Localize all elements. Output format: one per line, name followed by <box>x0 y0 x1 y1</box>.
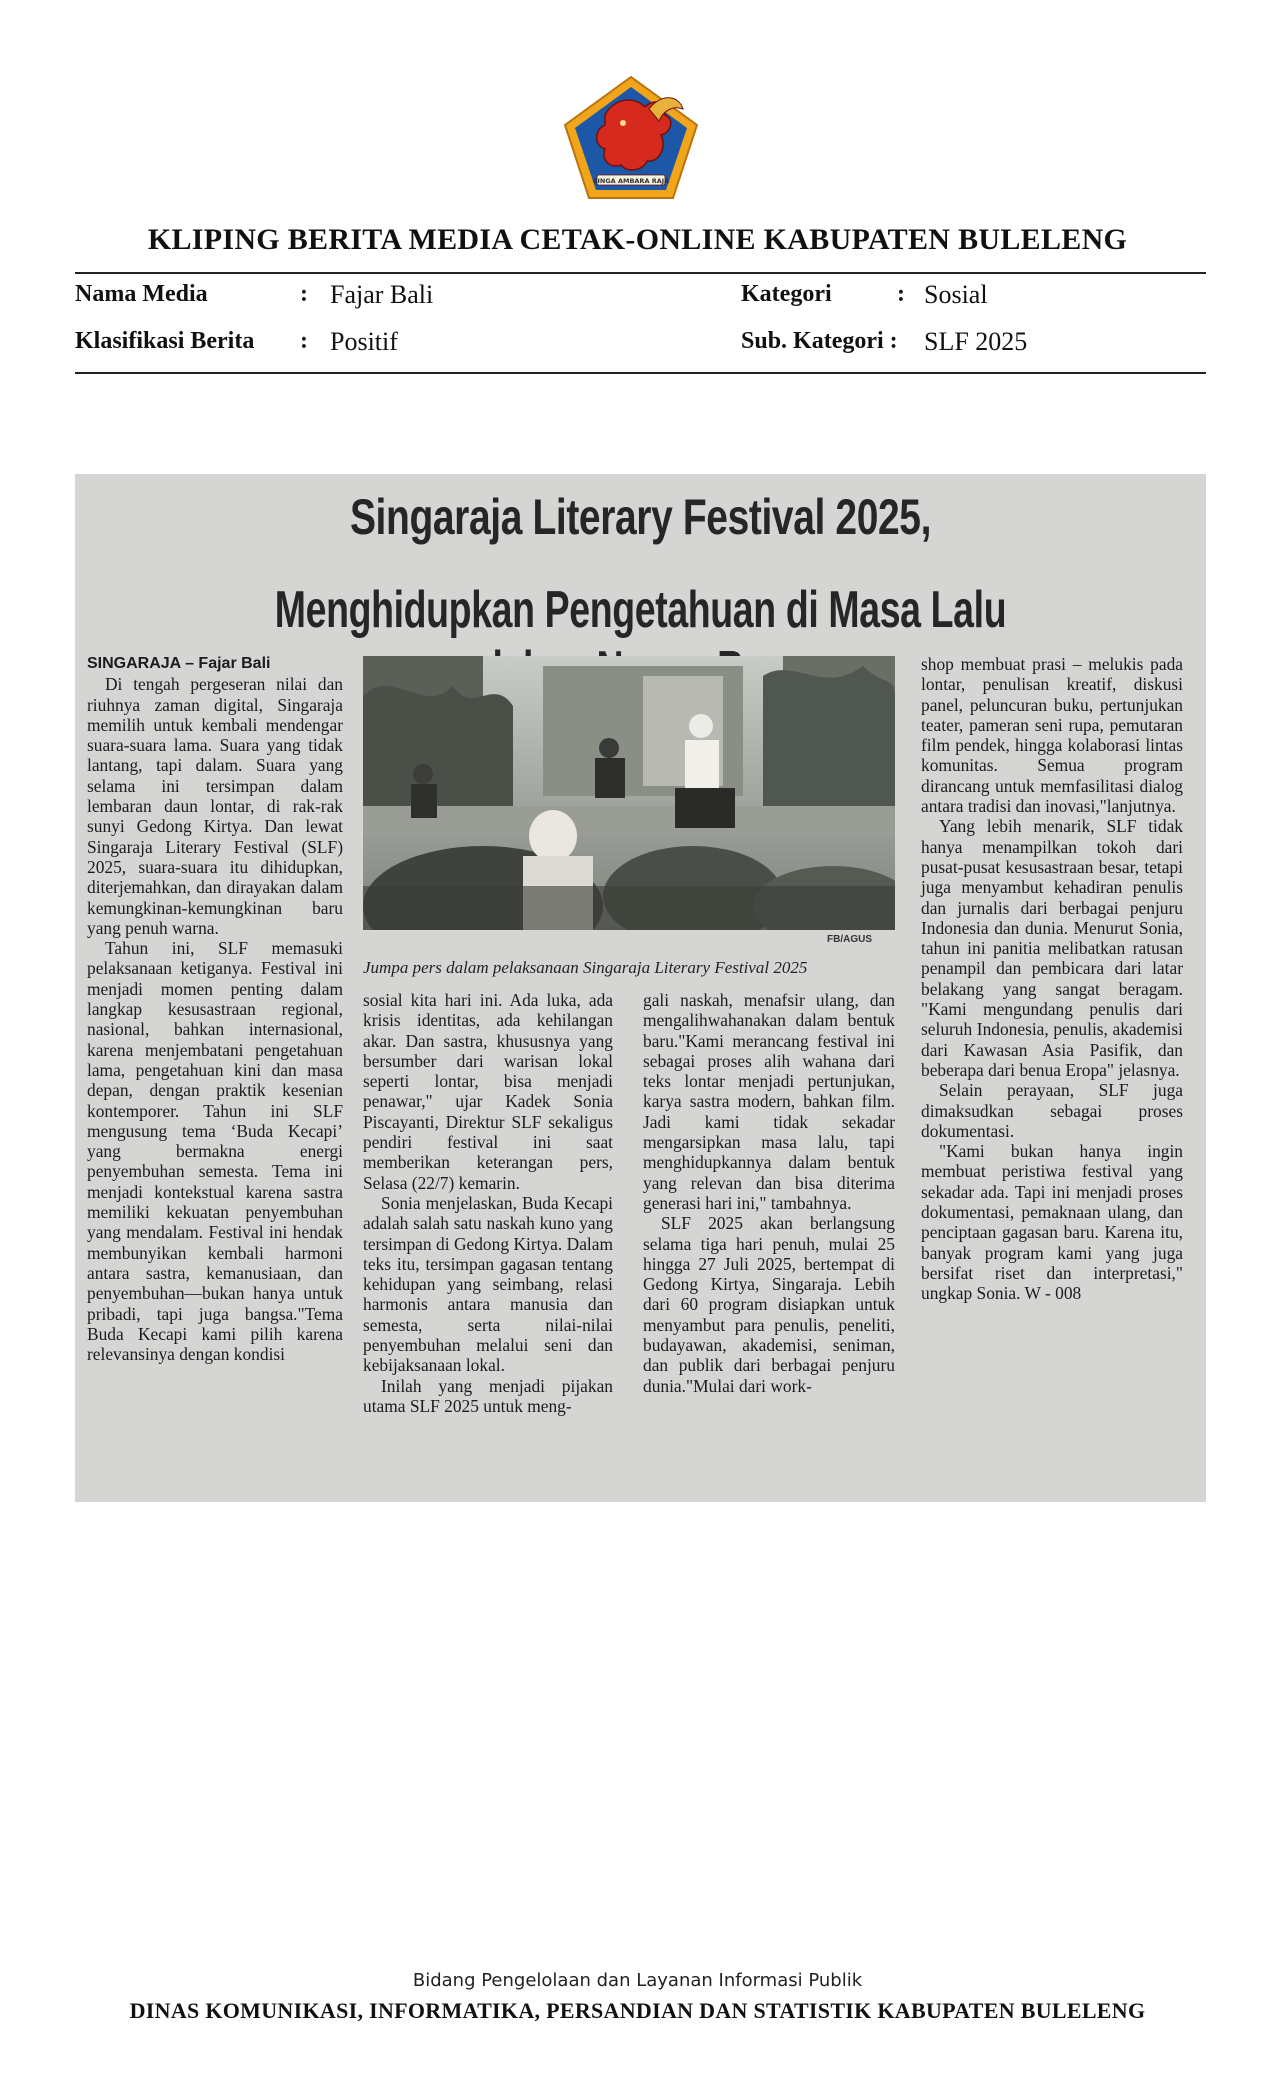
article-headline-line2: Menghidupkan Pengetahuan di Masa Lalu <box>274 581 1007 639</box>
klasifikasi-value: Positif <box>330 327 398 356</box>
header-divider-top <box>75 272 1206 274</box>
subkategori-value: SLF 2025 <box>924 327 1028 356</box>
klasifikasi-label: Klasifikasi Berita <box>75 328 255 354</box>
newspaper-clipping <box>75 474 1206 1502</box>
article-photo <box>363 656 895 930</box>
regency-logo <box>563 75 699 200</box>
article-paragraph: Yang lebih menarik, SLF tidak hanya menampilkan tokoh dari pusat-pusat kesusastraan besar, tetapi juga menyambut kehadiran penulis dan jurnalis dari berbagai penjuru Indonesia dan dunia. Menurut Sonia, tahun ini panitia melibatkan ratusan penampil dan pembicara dari latar belakang yang sangat beragam. "Kami mengundang penulis dari seluruh Indonesia, penulis, akademisi dari Kawasan Asia Pasifik, dan beberapa dari benua Eropa" jelasnya. <box>921 816 1183 1080</box>
kategori-label: Kategori <box>741 281 832 307</box>
article-paragraph: gali naskah, menafsir ulang, dan mengalihwahanakan dalam bentuk baru."Kami merancang festival ini sebagai proses alih wahana dari teks lontar menjadi pertunjukan, karya sastra modern, bahkan film. Jadi kami tidak sekadar mengarsipkan masa lalu, tapi menghidupkannya dalam bentuk yang relevan dan bisa diterima generasi hari ini," tambahnya. <box>643 990 895 1213</box>
header-divider-bottom <box>75 372 1206 374</box>
article-paragraph: shop membuat prasi – melukis pada lontar, penulisan kreatif, diskusi panel, peluncuran buku, pertunjukan teater, pameran seni rupa, pemutaran film pendek, hingga kolaborasi lintas komunitas. Semua program dirancang untuk memfasilitasi dialog antara tradisi dan inovasi,"lanjutnya. <box>921 654 1183 817</box>
kategori-value: Sosial <box>924 280 988 309</box>
kategori-colon: : <box>897 281 905 307</box>
article-column-1 <box>87 654 343 1364</box>
article-paragraph: "Kami bukan hanya ingin membuat peristiwa festival yang sekadar ada. Tapi ini menjadi proses dokumentasi, pemaknaan ulang, dan penciptaan gagasan baru. Karena itu, banyak program kami yang juga bersifat riset dan interpretasi," ungkap Sonia. W - 008 <box>921 1141 1183 1304</box>
media-label: Nama Media <box>75 281 208 307</box>
article-paragraph: Di tengah pergeseran nilai dan riuhnya zaman digital, Singaraja memilih untuk kembali mendengar suara-suara lama. Suara yang tidak lantang, tapi dalam. Suara yang selama ini tersimpan dalam lembaran daun lontar, di rak-rak sunyi Gedong Kirtya. Dan lewat Singaraja Literary Festival (SLF) 2025, suara-suara itu dihidupkan, diterjemahkan, dan dirayakan dalam kemungkinan-kemungkinan baru yang penuh warna. <box>87 674 343 938</box>
media-colon: : <box>300 281 308 307</box>
article-paragraph: sosial kita hari ini. Ada luka, ada krisis identitas, ada kehilangan akar. Dan sastra, khususnya yang bersumber dari warisan lokal seperti lontar, bisa menjadi penawar," ujar Kadek Sonia Piscayanti, Direktur SLF sekaligus pendiri festival ini saat memberikan keterangan pers, Selasa (22/7) kemarin. <box>363 990 613 1193</box>
logo-banner-text: SINGA AMBARA RAJA <box>592 177 670 185</box>
photo-caption: Jumpa pers dalam pelaksanaan Singaraja Literary Festival 2025 <box>363 958 808 977</box>
article-dateline: SINGARAJA – Fajar Bali <box>87 655 271 672</box>
klasifikasi-colon: : <box>300 328 308 354</box>
article-paragraph: SLF 2025 akan berlangsung selama tiga hari penuh, mulai 25 hingga 27 Juli 2025, bertempat di Gedong Kirtya, Singaraja. Lebih dari 60 program disiapkan untuk menyambut para penulis, peneliti, budayawan, akademisi, seniman, dan publik dari berbagai penjuru dunia."Mulai dari work- <box>643 1213 895 1396</box>
article-column-4 <box>921 654 1183 1304</box>
article-column-3 <box>643 990 895 1396</box>
footer-agency: DINAS KOMUNIKASI, INFORMATIKA, PERSANDIAN DAN STATISTIK KABUPATEN BULELENG <box>129 1998 1146 2023</box>
article-paragraph: Tahun ini, SLF memasuki pelaksanaan ketiganya. Festival ini menjadi momen penting dalam langkap kesusastraan regional, nasional, bahkan internasional, karena menjembatani pengetahuan lama, pengetahuan kini dan masa depan, dengan praktik kesenian kontemporer. Tahun ini SLF mengusung tema ‘Buda Kecapi’ yang bermakna energi penyembuhan semesta. Tema ini menjadi kontekstual karena sastra memiliki kekuatan penyembuhan yang mendalam. Festival ini hendak membunyikan kembali harmoni antara sastra, kemanusiaan, dan penyembuhan—bukan hanya untuk pribadi, tapi juga bangsa."Tema Buda Kecapi kami pilih karena relevansinya dengan kondisi <box>87 938 343 1365</box>
article-paragraph: Inilah yang menjadi pijakan utama SLF 2025 untuk meng- <box>363 1375 613 1416</box>
article-column-2 <box>363 990 613 1416</box>
subkategori-label: Sub. Kategori : <box>741 328 898 354</box>
media-value: Fajar Bali <box>330 280 434 309</box>
page-title: KLIPING BERITA MEDIA CETAK-ONLINE KABUPATEN BULELENG <box>147 223 1128 256</box>
photo-credit: FB/AGUS <box>827 934 872 945</box>
article-paragraph: Sonia menjelaskan, Buda Kecapi adalah salah satu naskah kuno yang tersimpan di Gedong Kirtya. Dalam teks itu, tersimpan gagasan tentang kehidupan yang seimbang, relasi harmonis antara manusia dan semesta, serta nilai-nilai penyembuhan melalui seni dan kebijaksanaan lokal. <box>363 1192 613 1376</box>
article-paragraph: Selain perayaan, SLF juga dimaksudkan sebagai proses dokumentasi. <box>921 1080 1183 1141</box>
article-headline-line1: Singaraja Literary Festival 2025, <box>349 489 932 545</box>
footer-division: Bidang Pengelolaan dan Layanan Informasi Publik <box>412 1970 863 1991</box>
